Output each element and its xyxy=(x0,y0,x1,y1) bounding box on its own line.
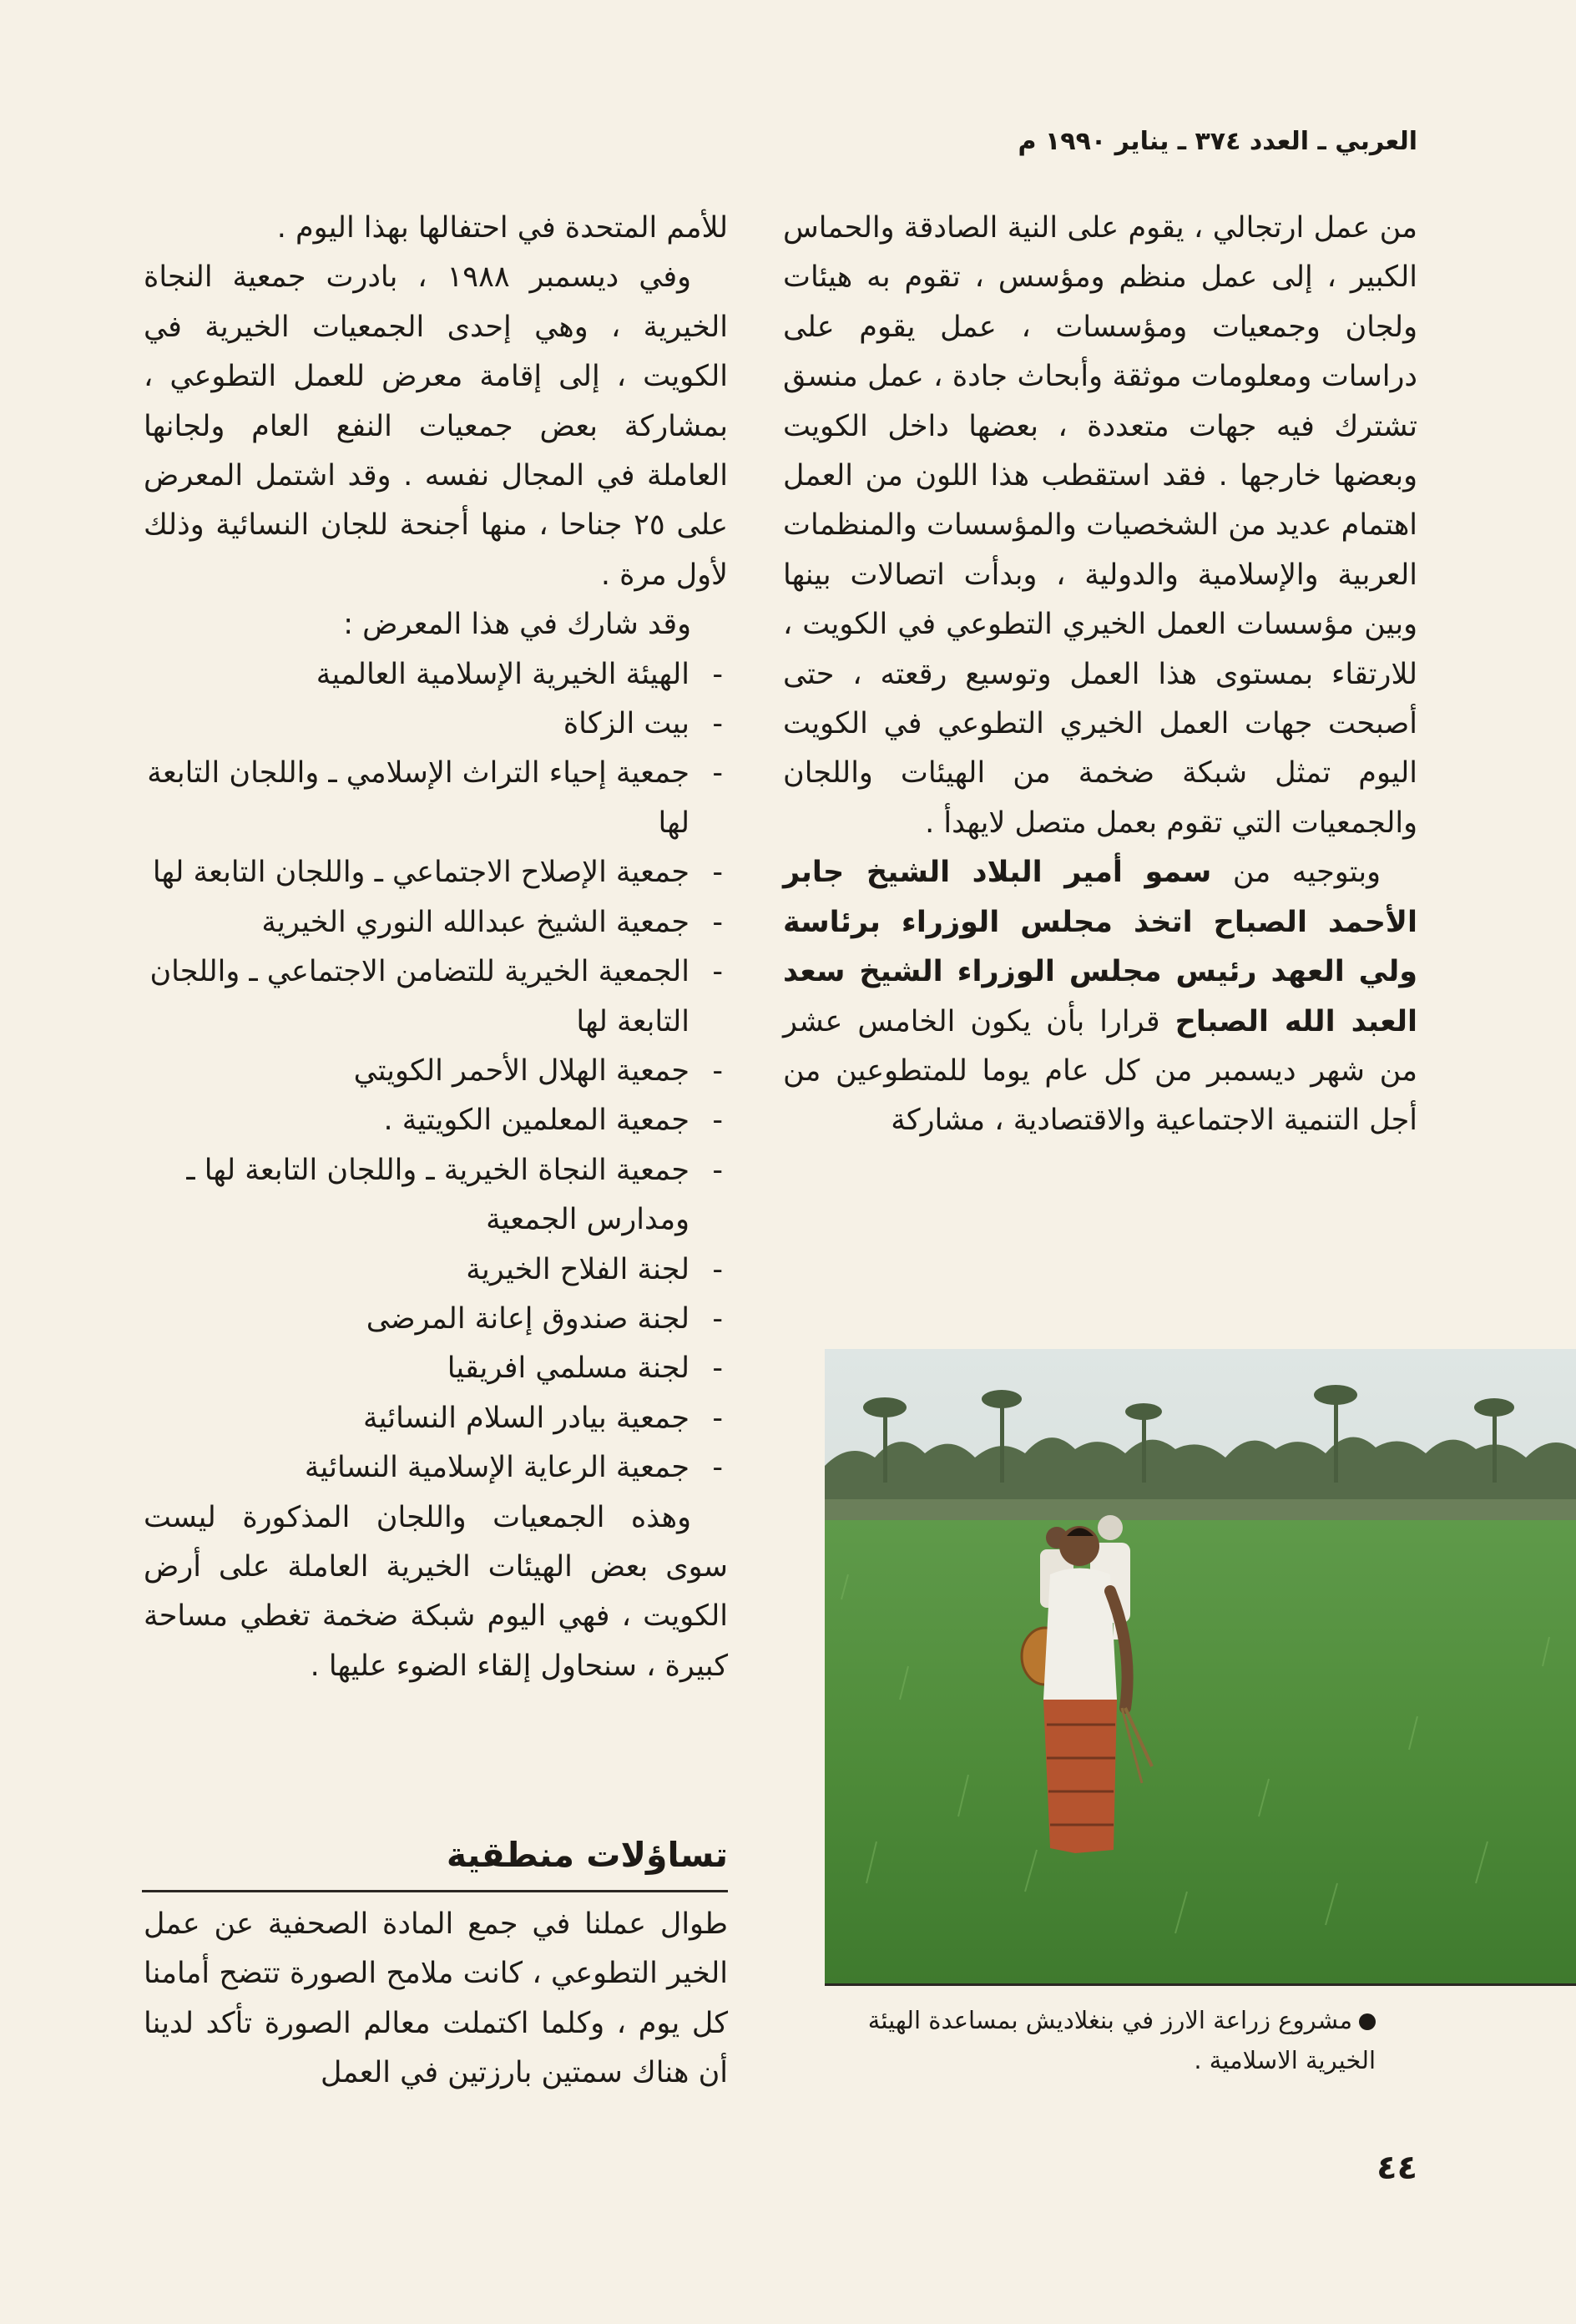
list-item: - جمعية الرعاية الإسلامية النسائية xyxy=(144,1443,728,1493)
list-item: - الجمعية الخيرية للتضامن الاجتماعي ـ واللجان التابعة لها xyxy=(144,947,728,1047)
bold-phrase: سمو أمير البلاد الشيخ جابر الأحمد الصباح اتخذ مجلس الوزراء برئاسة ولي العهد رئيس مجلس الوزراء الشيخ سعد العبد الله الصباح xyxy=(783,856,1417,1038)
list-item: - جمعية النجاة الخيرية ـ واللجان التابعة لها ـ ومدارس الجمعية xyxy=(144,1146,728,1245)
bullet-dot-icon xyxy=(1359,2013,1376,2030)
section-divider xyxy=(142,1890,728,1892)
article-paragraph xyxy=(783,848,1417,1145)
article-paragraph: من عمل ارتجالي ، يقوم على النية الصادقة والحماس الكبير ، إلى عمل منظم ومؤسس ، تقوم به هيئات ولجان وجمعيات ومؤسسات ، عمل يقوم على دراسات ومعلومات موثقة وأبحاث جادة ، عمل منسق تشترك فيه جهات متعددة ، بعضها داخل الكويت وبعضها خارجها . فقد استقطب هذا اللون من العمل اهتمام عديد من الشخصيات والمؤسسات والمنظمات العربية والإسلامية والدولية ، وبدأت اتصالات بينها وبين مؤسسات العمل الخيري التطوعي في الكويت ، للارتقاء بمستوى هذا العمل وتوسيع رقعته ، حتى أصبحت جهات العمل الخيري التطوعي في الكويت اليوم تمثل شبكة ضخمة من الهيئات واللجان والجمعيات التي تقوم بعمل متصل لايهدأ . xyxy=(783,211,1417,840)
list-item: - الهيئة الخيرية الإسلامية العالمية xyxy=(144,650,728,700)
rice-field-illustration xyxy=(825,1349,1576,1983)
list-item: - لجنة الفلاح الخيرية xyxy=(144,1245,728,1295)
participants-list xyxy=(144,650,728,1493)
article-paragraph: وهذه الجمعيات واللجان المذكورة ليست سوى بعض الهيئات الخيرية العاملة على أرض الكويت ، فهي اليوم شبكة ضخمة تغطي مساحة كبيرة ، سنحاول إلقاء الضوء عليها . xyxy=(144,1500,728,1683)
list-intro: وقد شارك في هذا المعرض : xyxy=(343,608,691,642)
list-item: - بيت الزكاة xyxy=(144,700,728,749)
list-item: - لجنة مسلمي افريقيا xyxy=(144,1344,728,1393)
rice-field-photo xyxy=(825,1349,1576,1986)
article-column-left xyxy=(144,204,728,1691)
caption-text: مشروع زراعة الارز في بنغلاديش بمساعدة الهيئة الخيرية الاسلامية . xyxy=(867,2006,1376,2074)
list-item: - جمعية إحياء التراث الإسلامي ـ واللجان التابعة لها xyxy=(144,749,728,848)
article-paragraph: وفي ديسمبر ١٩٨٨ ، بادرت جمعية النجاة الخيرية ، وهي إحدى الجمعيات الخيرية في الكويت ، إلى إقامة معرض للعمل التطوعي ، بمشاركة بعض جمعيات النفع العام ولجانها العاملة في المجال نفسه . وقد اشتمل المعرض على ٢٥ جناحا ، منها أجنحة للجان النسائية وذلك لأول مرة . xyxy=(144,260,728,592)
list-item: - جمعية المعلمين الكويتية . xyxy=(144,1096,728,1145)
list-item: - لجنة صندوق إعانة المرضى xyxy=(144,1295,728,1344)
list-item: - جمعية الإصلاح الاجتماعي ـ واللجان التابعة لها xyxy=(144,848,728,897)
list-item: - جمعية بيادر السلام النسائية xyxy=(144,1394,728,1443)
paragraph-rest: قرارا بأن يكون الخامس عشر من شهر ديسمبر من كل عام يوما للمتطوعين من أجل التنمية الاجتماعية والاقتصادية ، مشاركة xyxy=(783,1004,1417,1138)
section-heading: تساؤلات منطقية xyxy=(446,1835,728,1875)
list-item: - جمعية الشيخ عبدالله النوري الخيرية xyxy=(144,898,728,947)
list-item: - جمعية الهلال الأحمر الكويتي xyxy=(144,1047,728,1096)
article-paragraph: للأمم المتحدة في احتفالها بهذا اليوم . xyxy=(276,211,728,245)
running-head: العربي ـ العدد ٣٧٤ ـ يناير ١٩٩٠ م xyxy=(1018,127,1417,156)
page-number: ٤٤ xyxy=(1376,2149,1417,2187)
paragraph-lead: وبتوجيه من xyxy=(1232,856,1381,890)
section-paragraph: طوال عملنا في جمع المادة الصحفية عن عمل الخير التطوعي ، كانت ملامح الصورة تتضح أمامنا كل يوم ، وكلما اكتملت معالم الصورة تأكد لدينا أن هناك سمتين بارزتين في العمل xyxy=(144,1907,728,2090)
photo-caption xyxy=(841,2000,1376,2080)
article-column-right xyxy=(783,204,1417,1146)
